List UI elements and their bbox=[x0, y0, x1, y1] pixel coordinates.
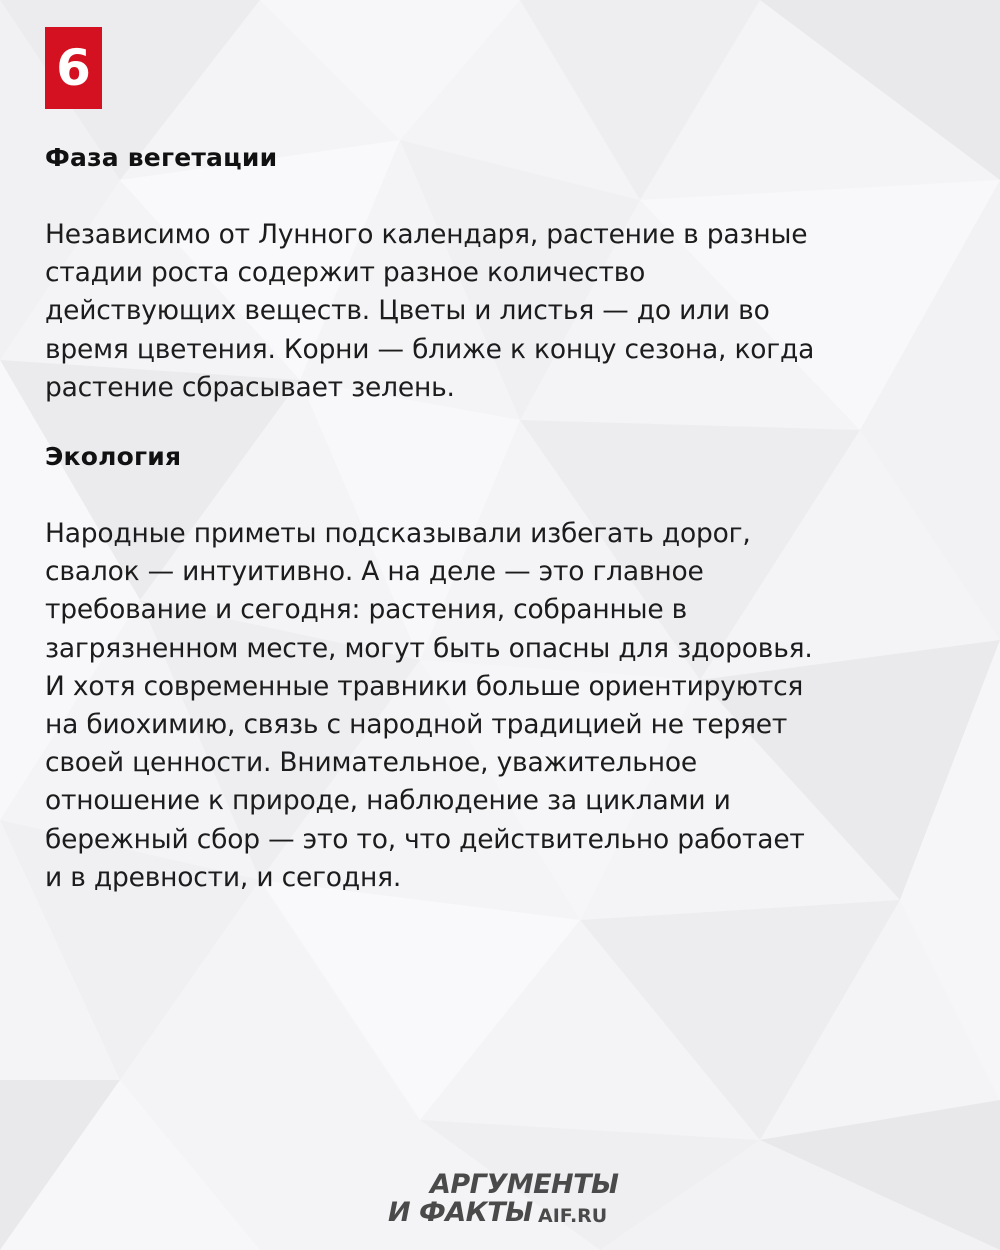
text-line: и в древности, и сегодня. bbox=[45, 861, 402, 893]
text-line: отношение к природе, наблюдение за циклами и bbox=[45, 785, 731, 817]
section-text-vegetation bbox=[45, 216, 965, 407]
text-line: Народные приметы подсказывали избегать дорог, bbox=[45, 518, 751, 550]
section-heading-vegetation: Фаза вегетации bbox=[45, 143, 278, 172]
logo-line-1: АРГУМЕНТЫ bbox=[430, 1169, 619, 1200]
text-line: требование и сегодня: растения, собранные в bbox=[45, 594, 688, 626]
text-line: стадии роста содержит разное количество bbox=[45, 257, 646, 289]
aif-logo bbox=[388, 1170, 648, 1232]
text-line: на биохимию, связь с народной традицией не теряет bbox=[45, 709, 788, 741]
text-line: загрязненном месте, могут быть опасны для здоровья. bbox=[45, 632, 813, 664]
logo-line-2: И ФАКТЫ bbox=[388, 1197, 533, 1228]
text-line: растение сбрасывает зелень. bbox=[45, 371, 455, 403]
article-content bbox=[45, 138, 965, 897]
text-line: Независимо от Лунного календаря, растение в разные bbox=[45, 219, 808, 250]
text-line: бережный сбор — это то, что действительно работает bbox=[45, 823, 805, 855]
page-number-badge: 6 bbox=[45, 27, 102, 109]
section-heading-ecology: Экология bbox=[45, 442, 182, 472]
text-line: время цветения. Корни — ближе к концу сезона, когда bbox=[45, 333, 815, 365]
text-line: своей ценности. Внимательное, уважительное bbox=[45, 747, 697, 779]
text-line: И хотя современные травники больше ориентируются bbox=[45, 670, 804, 702]
logo-domain: AIF.RU bbox=[538, 1205, 608, 1227]
section-text-ecology bbox=[45, 515, 965, 897]
text-line: свалок — интуитивно. А на деле — это главное bbox=[45, 556, 704, 588]
text-line: действующих веществ. Цветы и листья — до или во bbox=[45, 295, 770, 327]
